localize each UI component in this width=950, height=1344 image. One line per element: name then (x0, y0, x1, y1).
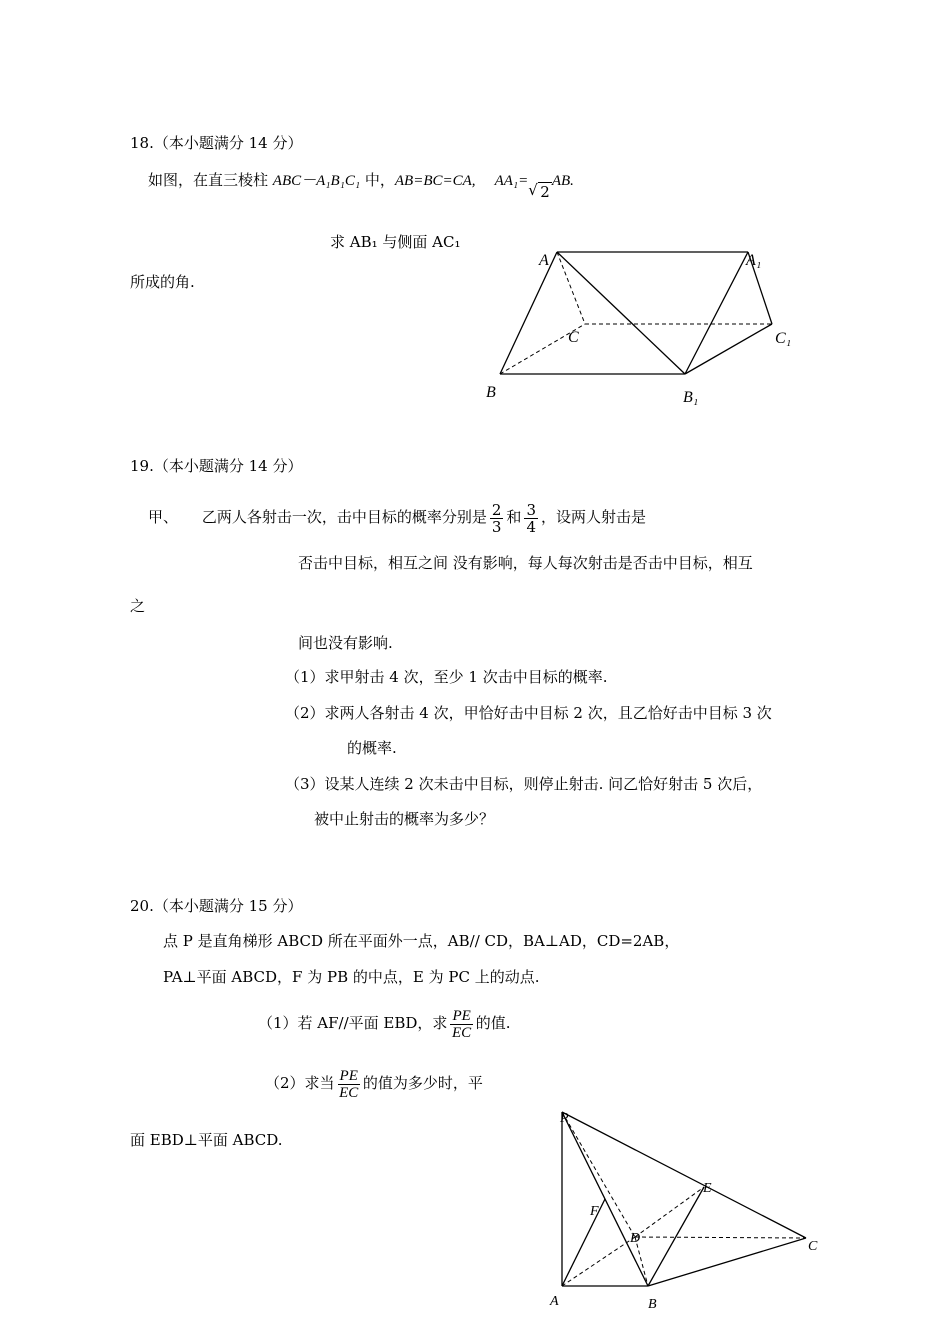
sqrt-arg: 2 (540, 183, 550, 201)
q19-line3: 之 (130, 597, 146, 615)
label-b: B (648, 1297, 657, 1312)
frac2-pe-numerator: PE (339, 1067, 358, 1084)
q19-line2: 否击中目标，相互之间 没有影响，每人每次射击是否击中目标，相互 (298, 554, 753, 572)
frac2-numerator: 3 (526, 500, 536, 519)
q18-line1-mid: 中， (360, 171, 395, 189)
label-a: A (550, 1294, 559, 1309)
q20-part1-a: （1）若 AF//平面 EBD，求 (258, 1014, 448, 1032)
q19-header: 19.（本小题满分 14 分） (130, 457, 303, 475)
q20-line1: 点 P 是直角梯形 ABCD 所在平面外一点，AB// CD，BA⊥AD，CD=2AB， (163, 932, 680, 950)
q19-and: 和 (506, 508, 522, 526)
q18-statement (148, 170, 574, 201)
fraction-pe-ec (450, 1008, 472, 1041)
q19-line4: 间也没有影响. (298, 634, 393, 652)
q19-part1: （1）求甲射击 4 次，至少 1 次击中目标的概率. (285, 668, 608, 686)
q19-part2-line1: （2）求两人各射击 4 次，甲恰好击中目标 2 次，且乙恰好击中目标 3 次 (285, 704, 772, 722)
label-p: P (560, 1111, 569, 1126)
q19-part3-line2: 被中止射击的概率为多少？ (314, 810, 495, 828)
q19-intro-b: 乙两人各射击一次，击中目标的概率分别是 (201, 508, 487, 526)
label-d: D (630, 1231, 641, 1246)
frac1-numerator: 2 (491, 500, 502, 519)
label-f: F (590, 1204, 599, 1219)
label-b1: B₁ (683, 389, 699, 406)
fraction-2-3 (490, 502, 504, 535)
q20-part2-a: （2）求当 (265, 1074, 335, 1092)
label-c: C (568, 329, 579, 346)
edge-a-b (500, 252, 557, 374)
label-a: A (539, 252, 549, 269)
q18-prism-figure (480, 240, 800, 410)
q18-equality: AB=BC=CA, (394, 173, 476, 189)
hidden-edge-a-d (562, 1237, 635, 1286)
q20-part1-b: 的值. (475, 1014, 511, 1032)
q18-aa1: AA₁= (494, 173, 529, 189)
frac2-pe-denominator: EC (339, 1084, 359, 1101)
q19-part2-line2: 的概率. (347, 739, 397, 757)
fraction-pe-ec-2 (338, 1068, 360, 1101)
frac1-denominator: 3 (491, 517, 502, 536)
q20-part1 (258, 1006, 511, 1041)
q19-intro-c: ，设两人射击是 (540, 508, 646, 526)
q20-header: 20.（本小题满分 15 分） (130, 897, 303, 915)
q18-ask-part-b: 所成的角. (130, 273, 195, 291)
hidden-edge-d-e (635, 1187, 704, 1237)
frac2-denominator: 4 (526, 517, 536, 536)
hidden-edge-a-c (557, 252, 585, 324)
hidden-edge-d-c (635, 1237, 806, 1238)
q20-part2 (265, 1066, 483, 1101)
label-a1: A₁ (746, 252, 762, 269)
frac-pe-numerator: PE (452, 1007, 471, 1024)
q18-line1-prefix: 如图，在直三棱柱 (148, 171, 273, 189)
q18-prism: ABC－A₁B₁C₁ (272, 173, 361, 189)
q19-intro (148, 500, 646, 535)
q18-ab: AB. (551, 173, 574, 189)
frac-pe-denominator: EC (452, 1024, 472, 1041)
sqrt-expression: √ 2 (528, 181, 550, 201)
label-e: E (703, 1181, 712, 1196)
q20-pyramid-figure (540, 1100, 830, 1320)
q19-part3-line1: （3）设某人连续 2 次未击中目标，则停止射击. 问乙恰好射击 5 次后， (285, 775, 763, 793)
label-c1: C₁ (775, 330, 792, 347)
edge-a-b1 (557, 252, 685, 374)
q20-part2-line2: 面 EBD⊥平面 ABCD. (130, 1131, 283, 1149)
q20-line2: PA⊥平面 ABCD，F 为 PB 的中点，E 为 PC 上的动点. (163, 968, 540, 986)
fraction-3-4 (524, 502, 538, 535)
label-c: C (808, 1239, 818, 1254)
q19-intro-a: 甲、 (148, 508, 179, 526)
label-b: B (486, 384, 496, 401)
q18-ask-part-a: 求 AB₁ 与侧面 AC₁ (330, 233, 461, 251)
q20-part2-b: 的值为多少时，平 (362, 1074, 483, 1092)
q18-header: 18.（本小题满分 14 分） (130, 134, 303, 152)
